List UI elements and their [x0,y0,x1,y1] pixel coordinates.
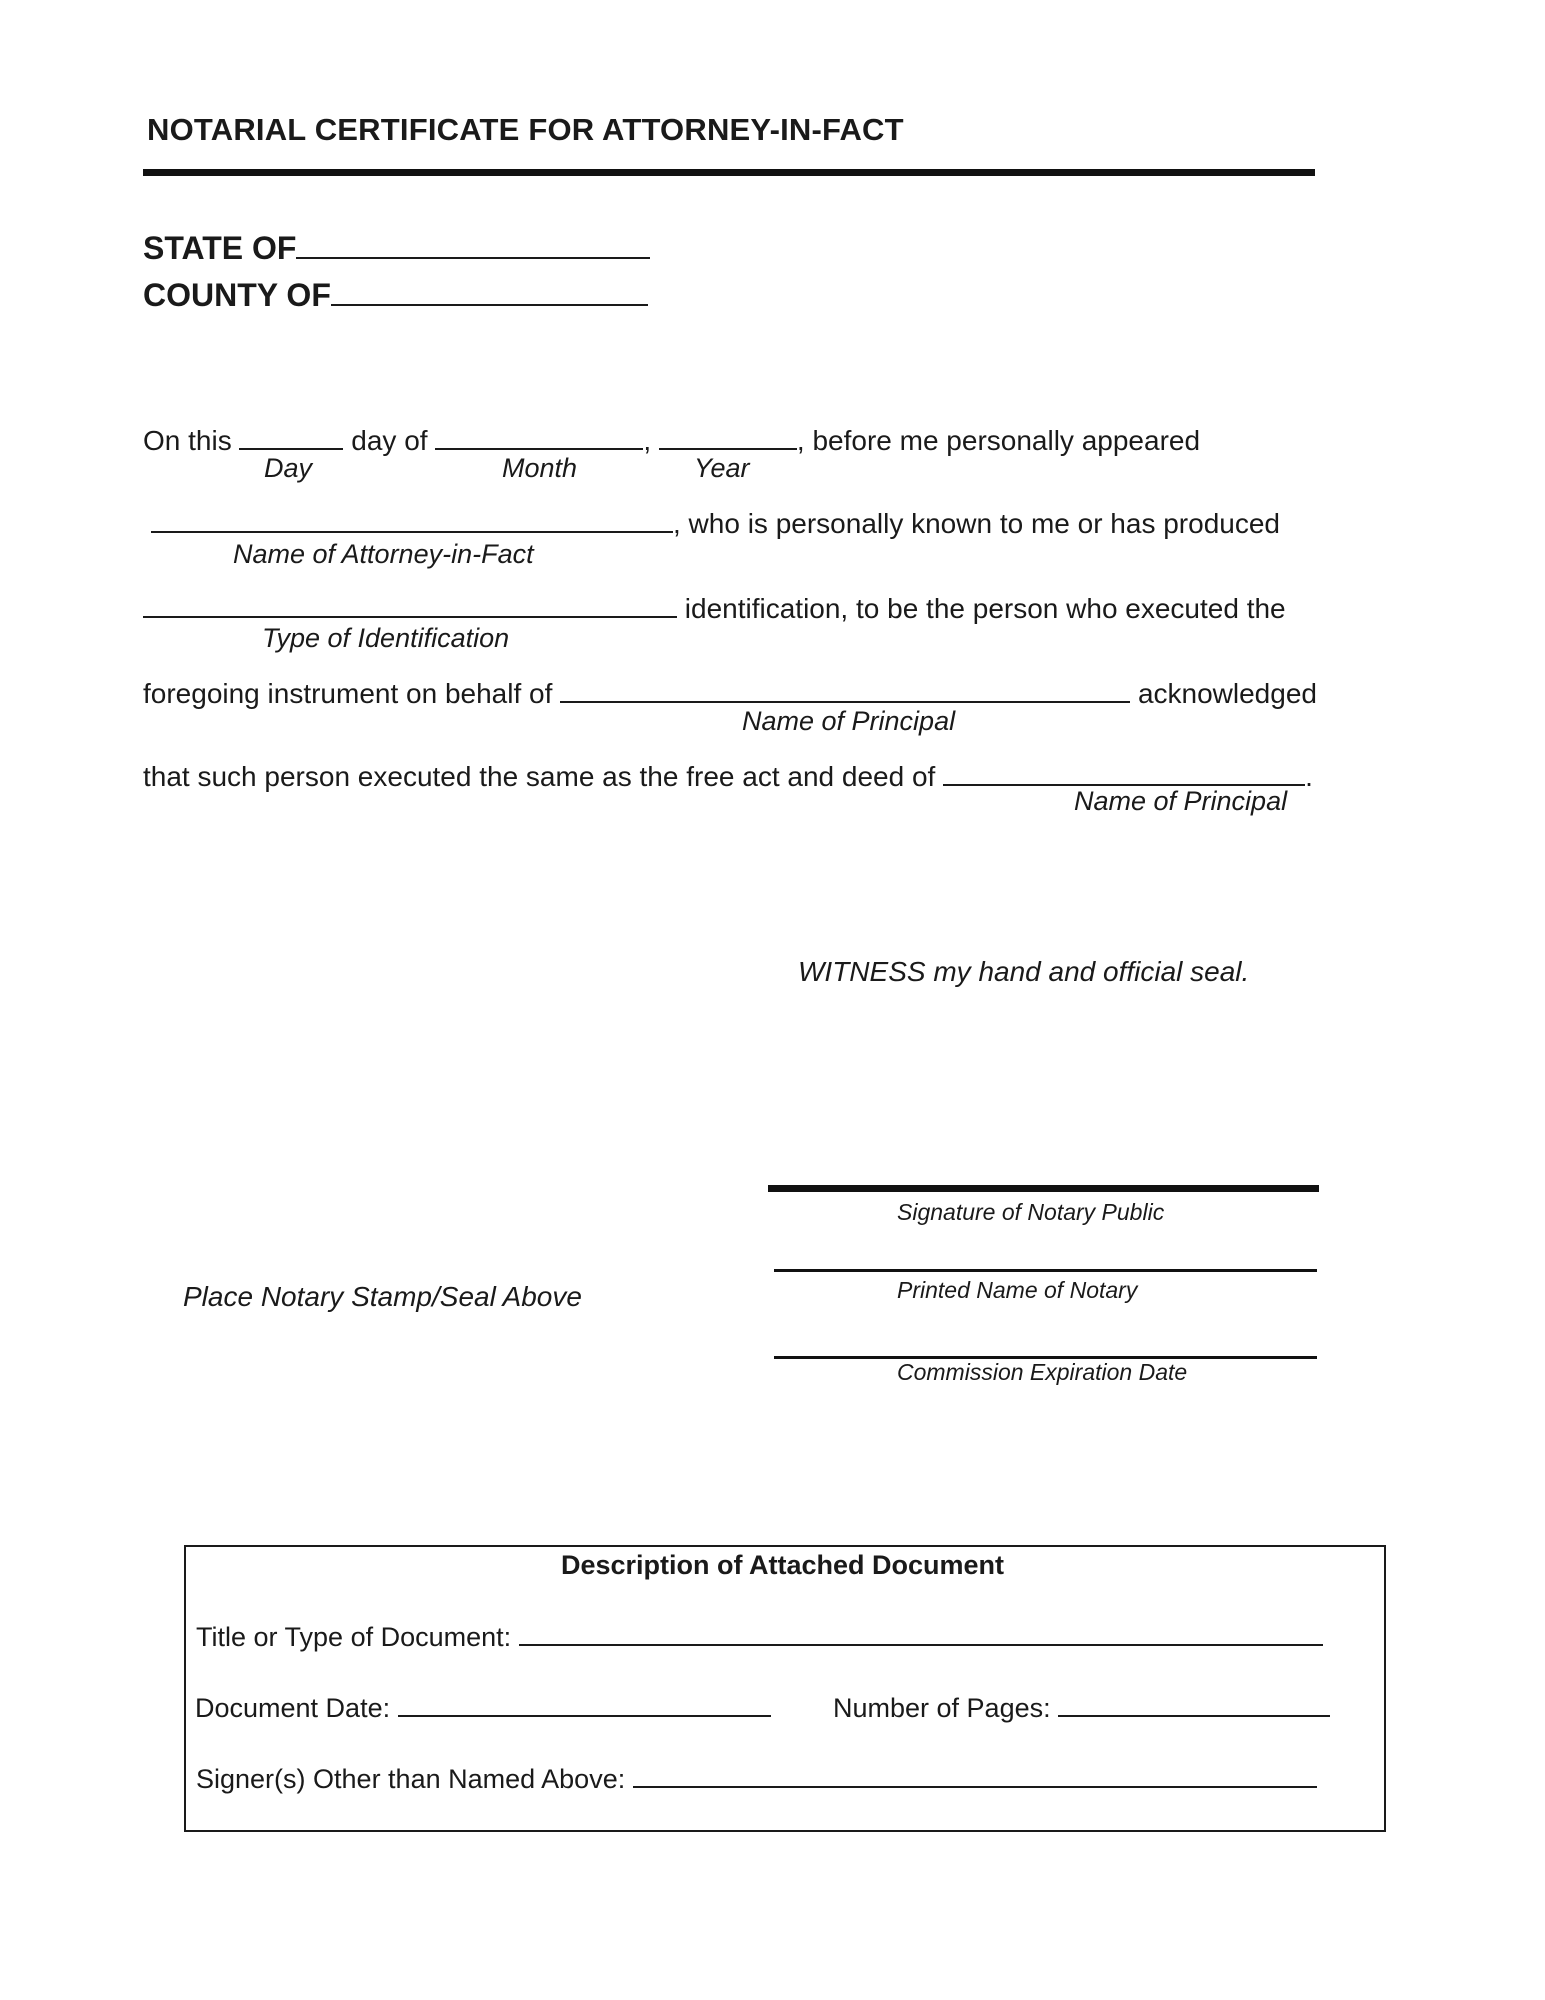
certificate-line-1 [143,422,1200,457]
principal-name-field-2[interactable] [943,758,1305,786]
line5-text-a: that such person executed the same as the free act and deed of [143,761,936,792]
caption-id-type: Type of Identification [262,623,510,653]
year-field[interactable] [659,422,797,450]
caption-principal-2: Name of Principal [1074,786,1288,816]
stamp-placeholder-label: Place Notary Stamp/Seal Above [183,1281,582,1312]
printed-name-label: Printed Name of Notary [897,1277,1138,1303]
printed-name-line[interactable] [774,1269,1317,1272]
county-label: COUNTY OF [143,277,331,313]
other-signers-field[interactable] [633,1760,1317,1788]
caption-principal-1: Name of Principal [742,706,956,736]
caption-day: Day [264,453,313,483]
certificate-line-3 [143,590,1286,625]
line1-text-d: , before me personally appeared [796,425,1201,456]
state-label: STATE OF [143,230,297,266]
attached-document-heading: Description of Attached Document [561,1550,1005,1580]
caption-attorney-name: Name of Attorney-in-Fact [233,539,534,569]
line3-text-a: identification, to be the person who executed the [684,593,1286,624]
state-field[interactable] [296,229,650,259]
document-date-label: Document Date: [195,1693,391,1723]
state-line [143,229,650,267]
signature-label: Signature of Notary Public [897,1199,1165,1225]
line1-text-c: , [643,425,652,456]
number-of-pages-label: Number of Pages: [833,1693,1051,1723]
other-signers-row [196,1760,1317,1795]
county-line [143,276,648,314]
id-type-field[interactable] [143,590,677,618]
number-of-pages-field[interactable] [1058,1689,1330,1717]
line1-text-b: day of [351,425,428,456]
attorney-name-field[interactable] [151,505,673,533]
witness-statement: WITNESS my hand and official seal. [798,956,1250,987]
day-field[interactable] [239,422,343,450]
county-field[interactable] [331,276,648,306]
caption-month: Month [502,453,578,483]
certificate-line-4 [143,675,1317,710]
title-rule [143,169,1315,176]
document-title: NOTARIAL CERTIFICATE FOR ATTORNEY-IN-FACT [147,112,904,147]
caption-year: Year [694,453,750,483]
line5-text-b: . [1305,761,1313,792]
commission-date-label: Commission Expiration Date [897,1359,1188,1385]
month-field[interactable] [435,422,643,450]
attached-document-box [184,1545,1386,1832]
principal-name-field-1[interactable] [560,675,1130,703]
certificate-line-2 [151,505,1280,540]
line1-text-a: On this [143,425,232,456]
signature-line[interactable] [768,1185,1319,1192]
document-date-field[interactable] [398,1689,771,1717]
number-of-pages-row [833,1689,1330,1724]
document-date-row [195,1689,771,1724]
document-title-label: Title or Type of Document: [196,1622,512,1652]
line4-text-a: foregoing instrument on behalf of [143,678,553,709]
document-title-row [196,1618,1323,1653]
line4-text-b: acknowledged [1137,678,1317,709]
other-signers-label: Signer(s) Other than Named Above: [196,1764,626,1794]
document-title-field[interactable] [519,1618,1323,1646]
line2-text-a: , who is personally known to me or has produced [673,508,1280,539]
